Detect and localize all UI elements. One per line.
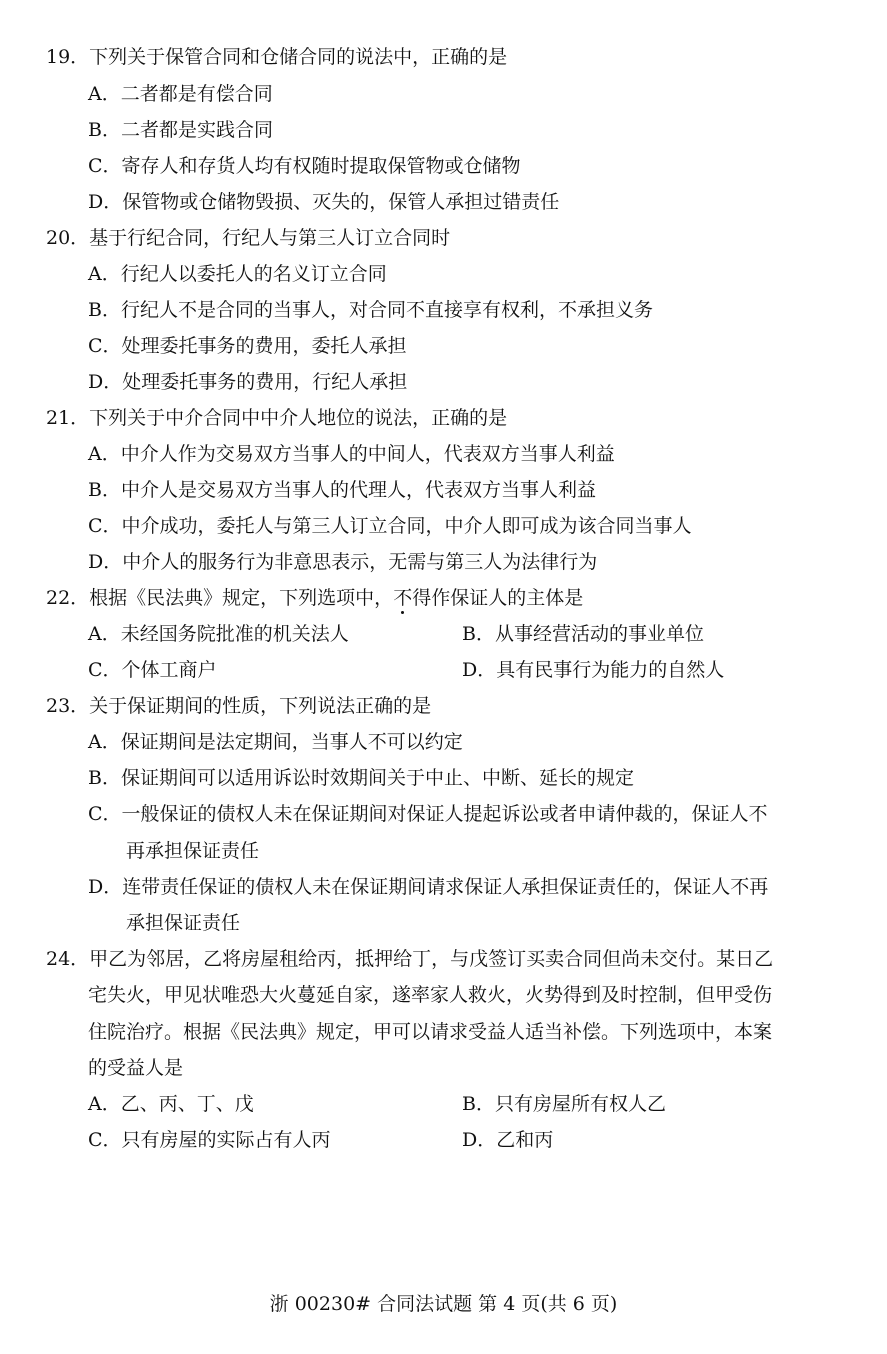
question-24-option-a: A．乙、丙、丁、戊 <box>88 1093 254 1115</box>
question-24-stem-line-4: 的受益人是 <box>88 1057 184 1079</box>
question-22-option-a: A．未经国务院批准的机关法人 <box>88 623 349 645</box>
question-21-option-a: A．中介人作为交易双方当事人的中间人，代表双方当事人利益 <box>88 443 615 465</box>
question-22-stem-after: 得作保证人的主体是 <box>412 587 584 609</box>
question-24-option-c: C．只有房屋的实际占有人丙 <box>88 1129 331 1151</box>
question-24-option-b: B．只有房屋所有权人乙 <box>462 1093 666 1115</box>
question-21-option-b: B．中介人是交易双方当事人的代理人，代表双方当事人利益 <box>88 479 596 501</box>
question-23-option-d-continued: 承担保证责任 <box>126 912 241 934</box>
question-20-option-b: B．行纪人不是合同的当事人，对合同不直接享有权利，不承担义务 <box>88 299 653 321</box>
question-22-option-d: D．具有民事行为能力的自然人 <box>462 659 725 681</box>
question-22-option-b: B．从事经营活动的事业单位 <box>462 623 704 645</box>
question-23-stem: 23．关于保证期间的性质，下列说法正确的是 <box>46 695 432 717</box>
question-19-option-d: D．保管物或仓储物毁损、灭失的，保管人承担过错责任 <box>88 191 560 213</box>
question-21-option-c: C．中介成功，委托人与第三人订立合同，中介人即可成为该合同当事人 <box>88 515 692 537</box>
question-24-stem-line-1: 24．甲乙为邻居，乙将房屋租给丙，抵押给丁，与戊签订买卖合同但尚未交付。某日乙 <box>46 948 774 970</box>
question-24-option-d: D．乙和丙 <box>462 1129 554 1151</box>
question-23-option-b: B．保证期间可以适用诉讼时效期间关于中止、中断、延长的规定 <box>88 767 634 789</box>
question-20-option-a: A．行纪人以委托人的名义订立合同 <box>88 263 387 285</box>
question-21-option-d: D．中介人的服务行为非意思表示，无需与第三人为法律行为 <box>88 551 598 573</box>
question-23-option-d: D．连带责任保证的债权人未在保证期间请求保证人承担保证责任的，保证人不再 <box>88 876 769 898</box>
question-20-stem: 20．基于行纪合同，行纪人与第三人订立合同时 <box>46 227 451 249</box>
question-23-option-c-continued: 再承担保证责任 <box>126 840 260 862</box>
question-24-stem-line-2: 宅失火，甲见状唯恐大火蔓延自家，遂率家人救火，火势得到及时控制，但甲受伤 <box>88 984 773 1006</box>
question-20-option-c: C．处理委托事务的费用，委托人承担 <box>88 335 407 357</box>
question-22-stem-emphasis: 不 <box>393 587 413 609</box>
question-22-stem-before: 22．根据《民法典》规定，下列选项中， <box>46 587 394 609</box>
question-19-option-c: C．寄存人和存货人均有权随时提取保管物或仓储物 <box>88 155 521 177</box>
question-21-stem: 21．下列关于中介合同中中介人地位的说法，正确的是 <box>46 407 508 429</box>
question-19-stem: 19．下列关于保管合同和仓储合同的说法中，正确的是 <box>46 46 508 68</box>
question-23-option-c: C．一般保证的债权人未在保证期间对保证人提起诉讼或者申请仲裁的，保证人不 <box>88 803 768 825</box>
question-24-stem-line-3: 住院治疗。根据《民法典》规定，甲可以请求受益人适当补偿。下列选项中，本案 <box>88 1021 773 1043</box>
page-footer: 浙 00230# 合同法试题 第 4 页(共 6 页) <box>269 1293 618 1315</box>
question-19-option-b: B．二者都是实践合同 <box>88 119 273 141</box>
question-20-option-d: D．处理委托事务的费用，行纪人承担 <box>88 371 408 393</box>
question-22-option-c: C．个体工商户 <box>88 659 217 681</box>
question-23-option-a: A．保证期间是法定期间，当事人不可以约定 <box>88 731 463 753</box>
question-19-option-a: A．二者都是有偿合同 <box>88 83 273 105</box>
question-22-stem <box>46 585 583 611</box>
